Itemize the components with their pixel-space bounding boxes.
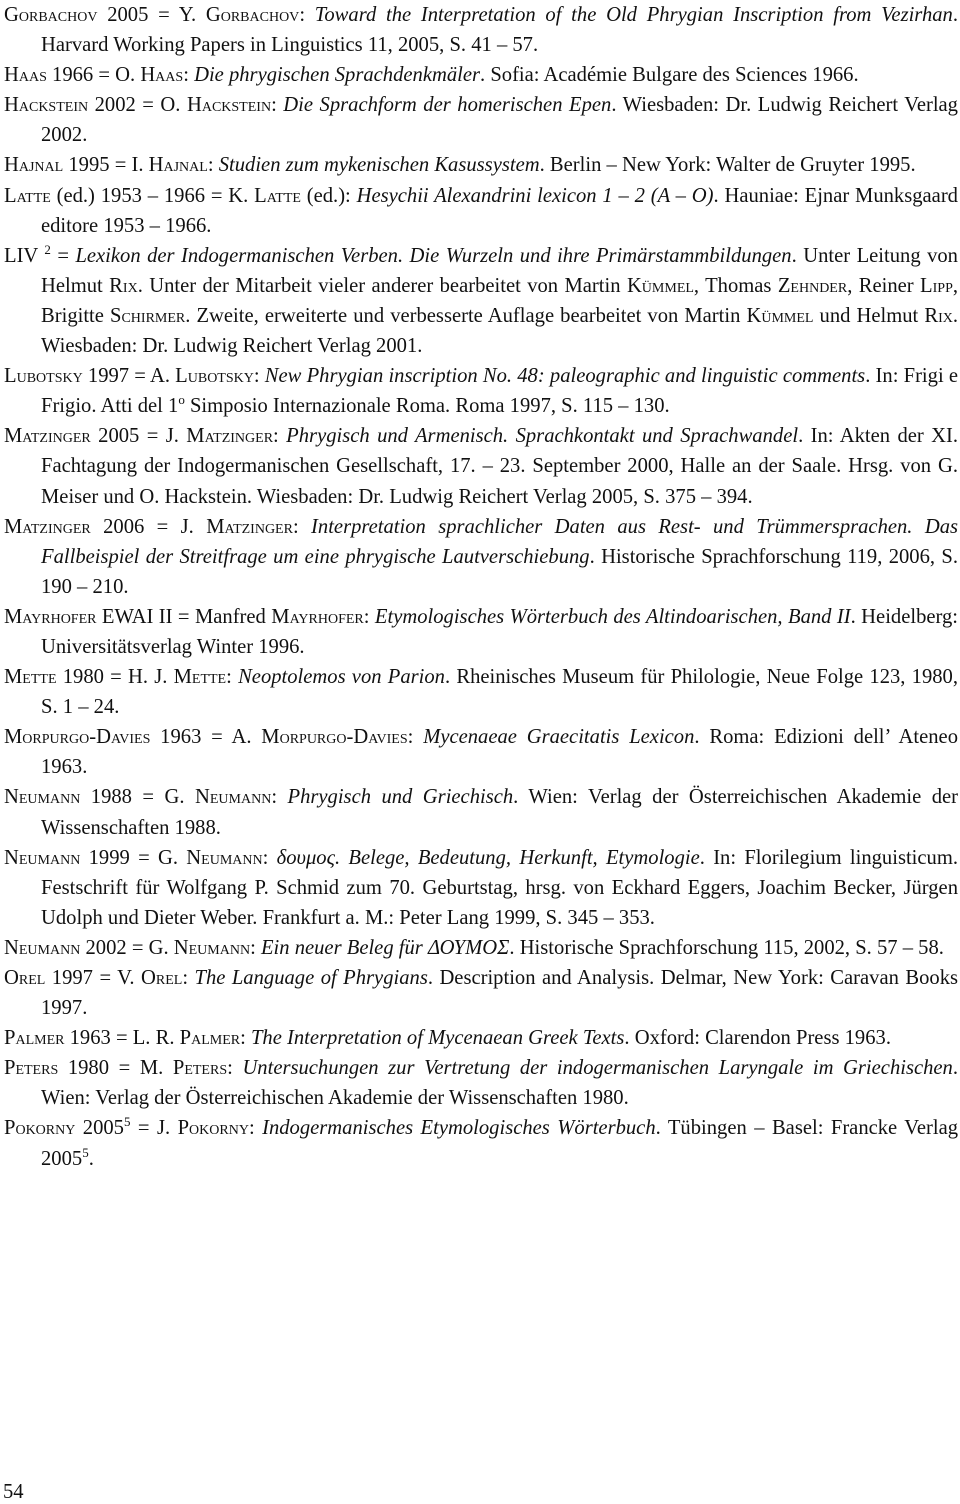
bibliography-page bbox=[4, 0, 958, 1174]
bibliography-entry: Mayrhofer EWAI II = Manfred Mayrhofer: Etymologisches Wörterbuch des Altindoarischen, Band II. Heidelberg: Universitätsverlag Winter 1996. bbox=[4, 605, 959, 658]
bibliography-entry: Neumann 1988 = G. Neumann: Phrygisch und Griechisch. Wien: Verlag der Österreichischen Akademie der Wissenschaften 1988. bbox=[4, 786, 959, 839]
bibliography-entry: Matzinger 2005 = J. Matzinger: Phrygisch und Armenisch. Sprachkontakt und Sprachwandel. In: Akten der XI. Fachtagung der Indogermanischen Gesellschaft, 17. – 23. September 2000, Halle an der Saale. Hrsg. von G. Meiser und O. Hackstein. Wiesbaden: Dr. Ludwig Reichert Verlag 2005, S. 375 – 394. bbox=[4, 425, 959, 508]
bibliography-entry: Peters 1980 = M. Peters: Untersuchungen zur Vertretung der indogermanischen Laryngale im Griechischen. Wien: Verlag der Österreichischen Akademie der Wissenschaften 1980. bbox=[4, 1057, 959, 1110]
bibliography-entry: Neumann 1999 = G. Neumann: δουμος. Belege, Bedeutung, Herkunft, Etymologie. In: Florilegium linguisticum. Festschrift für Wolfgang P. Schmid zum 70. Geburtstag, hrsg. von Eckhard Eggers, Joachim Becker, Jürgen Udolph und Dieter Weber. Frankfurt a. M.: Peter Lang 1999, S. 345 – 353. bbox=[4, 846, 959, 929]
bibliography-entry: Lubotsky 1997 = A. Lubotsky: New Phrygian inscription No. 48: paleographic and linguistic comments. In: Frigi e Frigio. Atti del 1$^o$ Simposio Internazionale Roma. Roma 1997, S. 115 – 130. bbox=[4, 365, 958, 418]
bibliography-entry: Neumann 2002 = G. Neumann: Ein neuer Beleg für ΔΟΥΜΟΣ. Historische Sprachforschung 115, 2002, S. 57 – 58. bbox=[4, 936, 944, 959]
bibliography-entry: Palmer 1963 = L. R. Palmer: The Interpretation of Mycenaean Greek Texts. Oxford: Clarendon Press 1963. bbox=[4, 1027, 891, 1050]
page-number: 54 bbox=[3, 1481, 24, 1503]
bibliography-entry: Matzinger 2006 = J. Matzinger: Interpretation sprachlicher Daten aus Rest- und Trümmersprachen. Das Fallbeispiel der Streitfrage um eine phrygische Lautverschiebung. Historische Sprachforschung 119, 2006, S. 190 – 210. bbox=[4, 515, 959, 598]
bibliography-entry: LIV $^2$ = Lexikon der Indogermanischen Verben. Die Wurzeln und ihre Primärstammbildungen. Unter Leitung von Helmut Rix. Unter der Mitarbeit vieler anderer bearbeitet von Martin Kümmel, Thomas Zehnder, Reiner Lipp, Brigitte Schirmer. Zweite, erweiterte und verbesserte Auflage bearbeitet von Martin Kümmel und Helmut Rix. Wiesbaden: Dr. Ludwig Reichert Verlag 2001. bbox=[4, 241, 959, 358]
bibliography-entry: Mette 1980 = H. J. Mette: Neoptolemos von Parion. Rheinisches Museum für Philologie, Neue Folge 123, 1980, S. 1 – 24. bbox=[4, 666, 958, 719]
bibliography-entry: Hackstein 2002 = O. Hackstein: Die Sprachform der homerischen Epen. Wiesbaden: Dr. Ludwig Reichert Verlag 2002. bbox=[4, 94, 958, 147]
bibliography-entry: Pokorny $2005^5 = J$. Pokorny: Indogermanisches Etymologisches Wörterbuch. Tübingen – Basel: Francke Verlag 2005$^5$. bbox=[4, 1114, 959, 1170]
bibliography-entry: Gorbachov 2005 = Y. Gorbachov: Toward the Interpretation of the Old Phrygian Inscription from Vezirhan. Harvard Working Papers in Linguistics 11, 2005, S. 41 – 57. bbox=[4, 4, 959, 57]
bibliography-entry: Hajnal 1995 = I. Hajnal: Studien zum mykenischen Kasussystem. Berlin – New York: Walter de Gruyter 1995. bbox=[4, 154, 916, 177]
bibliography-list bbox=[4, 0, 958, 1174]
bibliography-entry: Latte (ed.) 1953 – 1966 = K. Latte (ed.): Hesychii Alexandrini lexicon 1 – 2 (A – O). Hauniae: Ejnar Munksgaard editore 1953 – 1966. bbox=[4, 184, 958, 237]
bibliography-entry: Orel 1997 = V. Orel: The Language of Phrygians. Description and Analysis. Delmar, New York: Caravan Books 1997. bbox=[4, 967, 959, 1020]
bibliography-entry: Haas 1966 = O. Haas: Die phrygischen Sprachdenkmäler. Sofia: Académie Bulgare des Sciences 1966. bbox=[4, 64, 859, 87]
bibliography-entry: Morpurgo-Davies 1963 = A. Morpurgo-Davies: Mycenaeae Graecitatis Lexicon. Roma: Edizioni dell’ Ateneo 1963. bbox=[4, 726, 958, 779]
